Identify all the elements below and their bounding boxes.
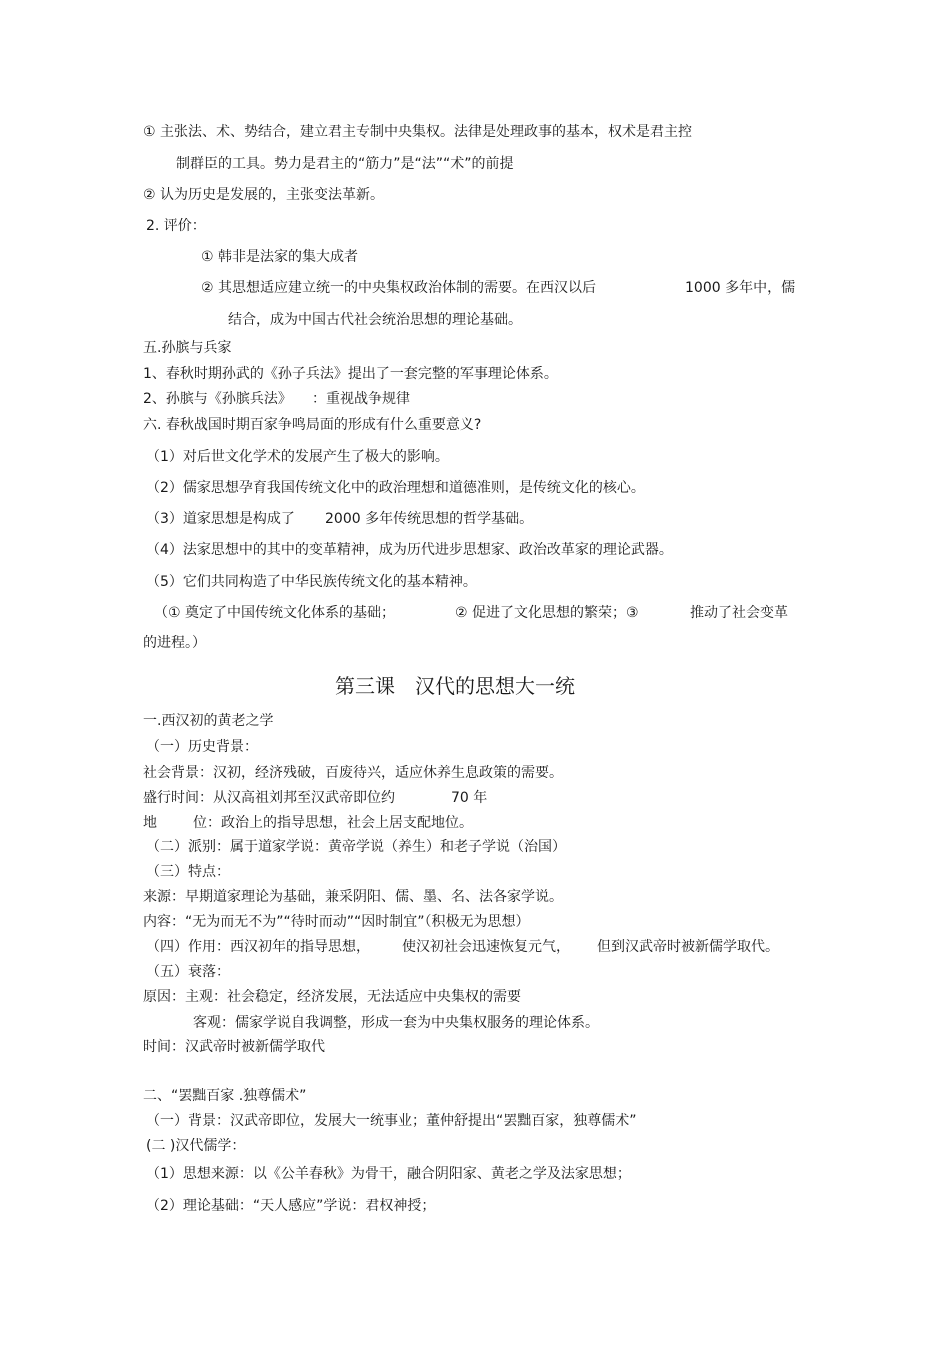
text-line: 社会背景：汉初，经济残破，百废待兴，适应休养生息政策的需要。 bbox=[143, 765, 563, 781]
text-line: （四）作用：西汉初年的指导思想， bbox=[146, 939, 370, 955]
text-line: 结合，成为中国古代社会统治思想的理论基础。 bbox=[228, 312, 522, 328]
text-line: （4）法家思想中的其中的变革精神，成为历代进步思想家、政治改革家的理论武器。 bbox=[146, 542, 673, 558]
text-line: 位：政治上的指导思想，社会上居支配地位。 bbox=[193, 815, 473, 831]
text-line: 推动了社会变革 bbox=[690, 605, 788, 621]
text-line: 的进程。） bbox=[143, 635, 206, 651]
text-line: ① 主张法、术、势结合，建立君主专制中央集权。法律是处理政事的基本，权术是君主控 bbox=[143, 124, 692, 140]
text-line: 1000 多年中，儒 bbox=[685, 280, 796, 296]
text-line: （一）背景：汉武帝即位，发展大一统事业；董仲舒提出“罢黜百家，独尊儒术” bbox=[146, 1113, 637, 1129]
section-heading: 五.孙膑与兵家 bbox=[143, 340, 232, 356]
text-line: 内容：“无为而无不为”“待时而动”“因时制宜”（积极无为思想） bbox=[143, 914, 530, 930]
text-line: ：重视战争规律 bbox=[312, 391, 410, 407]
text-line: （① 奠定了中国传统文化体系的基础； bbox=[154, 605, 395, 621]
text-line: （5）它们共同构造了中华民族传统文化的基本精神。 bbox=[146, 574, 477, 590]
text-line: 时间：汉武帝时被新儒学取代 bbox=[143, 1039, 325, 1055]
text-line: ② 促进了文化思想的繁荣；③ bbox=[455, 605, 639, 621]
text-line: 地 bbox=[143, 815, 157, 831]
text-line: （1）对后世文化学术的发展产生了极大的影响。 bbox=[146, 449, 449, 465]
text-line: ② 认为历史是发展的，主张变法革新。 bbox=[143, 187, 384, 203]
text-line: 制群臣的工具。势力是君主的“筋力”是“法”“术”的前提 bbox=[176, 156, 514, 172]
text-line: 使汉初社会迅速恢复元气， bbox=[402, 939, 570, 955]
page-title: 第三课 汉代的思想大一统 bbox=[335, 674, 575, 698]
text-line: 70 年 bbox=[451, 790, 488, 806]
text-line: （一）历史背景： bbox=[146, 739, 258, 755]
text-line: ② 其思想适应建立统一的中央集权政治体制的需要。在西汉以后 bbox=[201, 280, 596, 296]
section-heading: 二、“罢黜百家 .独尊儒术” bbox=[143, 1088, 307, 1104]
text-line: （2）理论基础：“天人感应”学说：君权神授； bbox=[146, 1198, 436, 1214]
text-line: (二 )汉代儒学： bbox=[146, 1138, 246, 1154]
text-line: 客观：儒家学说自我调整，形成一套为中央集权服务的理论体系。 bbox=[193, 1015, 599, 1031]
text-line: 2、孙膑与《孙膑兵法》 bbox=[143, 391, 292, 407]
text-line: 2000 多年传统思想的哲学基础。 bbox=[325, 511, 534, 527]
text-line: 但到汉武帝时被新儒学取代。 bbox=[597, 939, 779, 955]
section-heading: 六. 春秋战国时期百家争鸣局面的形成有什么重要意义? bbox=[143, 417, 482, 433]
text-line: （3）道家思想是构成了 bbox=[146, 511, 295, 527]
text-line: （五）衰落： bbox=[146, 964, 230, 980]
text-line: 来源：早期道家理论为基础，兼采阴阳、儒、墨、名、法各家学说。 bbox=[143, 889, 563, 905]
text-line: （三）特点： bbox=[146, 864, 230, 880]
text-line: （2）儒家思想孕育我国传统文化中的政治理想和道德准则，是传统文化的核心。 bbox=[146, 480, 645, 496]
text-line: 盛行时间：从汉高祖刘邦至汉武帝即位约 bbox=[143, 790, 395, 806]
section-heading: 一.西汉初的黄老之学 bbox=[143, 713, 274, 729]
text-line: 1、春秋时期孙武的《孙子兵法》提出了一套完整的军事理论体系。 bbox=[143, 366, 558, 382]
text-line: 2. 评价： bbox=[146, 218, 206, 234]
text-line: ① 韩非是法家的集大成者 bbox=[201, 249, 359, 265]
text-line: （二）派别：属于道家学说：黄帝学说（养生）和老子学说（治国） bbox=[146, 839, 566, 855]
text-line: 原因：主观：社会稳定，经济发展，无法适应中央集权的需要 bbox=[143, 989, 521, 1005]
text-line: （1）思想来源：以《公羊春秋》为骨干，融合阴阳家、黄老之学及法家思想； bbox=[146, 1166, 631, 1182]
